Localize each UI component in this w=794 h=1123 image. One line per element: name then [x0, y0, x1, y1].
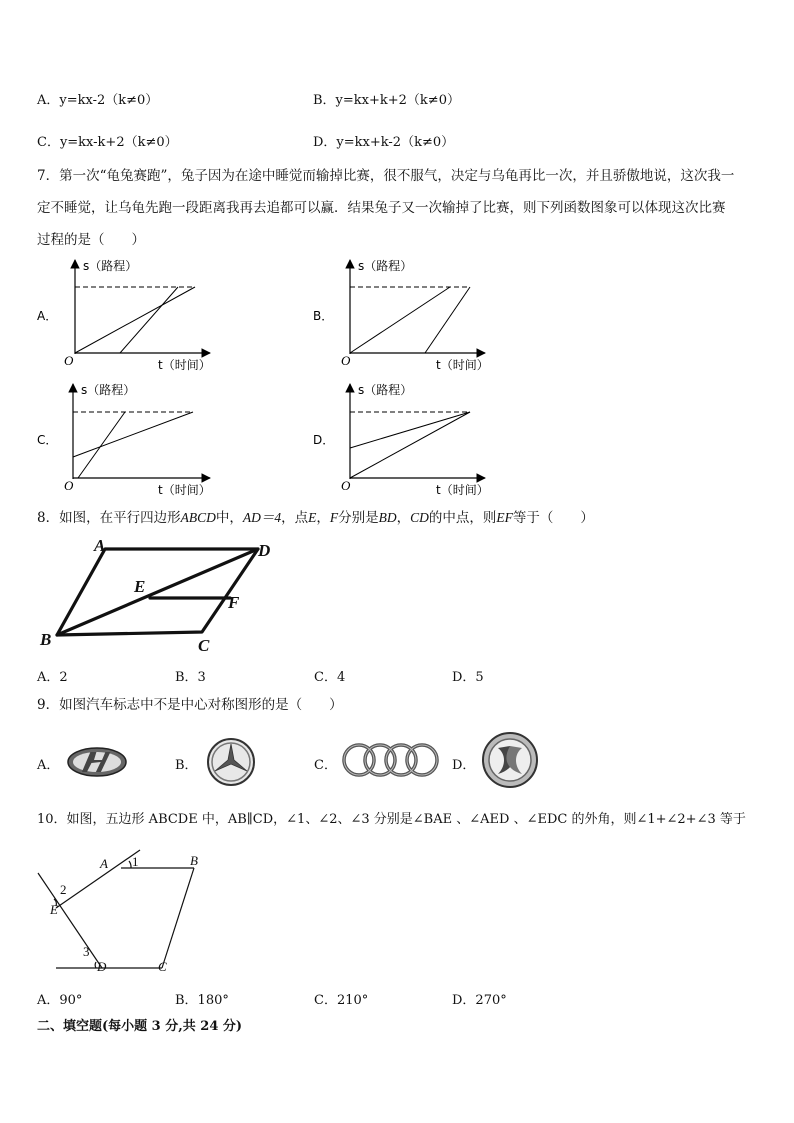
q8-option-b: B．3 — [175, 670, 206, 685]
q9-label-b: B． — [175, 758, 198, 773]
q7-stem — [37, 160, 767, 256]
q8-math-ef: EF — [496, 510, 513, 525]
q8-math-e: E — [308, 510, 317, 525]
x-axis-label: t（时间） — [158, 483, 211, 497]
q8-math-f: F — [329, 510, 339, 525]
audi-logo-icon — [340, 740, 440, 780]
q9-label-a: A． — [37, 758, 60, 773]
point-d-label: D — [258, 541, 271, 560]
tortoise-line — [350, 412, 470, 448]
point-a-label: A — [94, 536, 106, 555]
q7-label-d: D． — [313, 433, 335, 447]
point-a-label: A — [100, 856, 108, 871]
q7-stem-line1: 7．第一次“龟兔赛跑”，兔子因为在途中睡觉而输掉比赛，很不服气，决定与乌龟再比一次，并且骄傲地说，这次我一 — [37, 168, 735, 184]
q10-stem: 10．如图，五边形 ABCDE 中，AB∥CD，∠1、∠2、∠3 分别是∠BAE 、∠AED 、∠EDC 的外角，则∠1+∠2+∠3 等于 — [37, 812, 746, 827]
point-b-label: B — [40, 630, 52, 649]
q7-stem-line3: 过程的是（ ） — [37, 232, 145, 248]
y-axis-label: s（路程） — [358, 383, 413, 397]
origin-label: O — [64, 478, 74, 493]
q10-option-a: A．90° — [37, 993, 83, 1008]
point-c-label: C — [198, 636, 210, 655]
q7-label-b: B． — [313, 309, 334, 323]
angle-3-arc — [95, 962, 96, 968]
origin-label: O — [64, 353, 74, 368]
point-f-label: F — [228, 593, 240, 612]
angle-3-label: 3 — [83, 944, 90, 959]
x-axis-label: t（时间） — [436, 483, 489, 497]
hyundai-logo-icon — [65, 743, 130, 781]
q10-option-b: B．180° — [175, 993, 229, 1008]
point-b-label: B — [190, 853, 198, 868]
segment-bc — [162, 868, 194, 968]
segment-ea-extended — [56, 850, 140, 908]
q6-option-d: D．y=kx+k-2（k≠0） — [313, 135, 455, 150]
point-e-label: E — [134, 577, 146, 596]
point-e-label: E — [50, 902, 58, 917]
q10-option-c: C．210° — [314, 993, 369, 1008]
angle-2-label: 2 — [60, 882, 67, 897]
tortoise-line — [73, 412, 193, 457]
point-d-label: D — [97, 959, 107, 974]
q8-math-cd: CD — [410, 510, 429, 525]
q8-stem-text: ， — [396, 510, 411, 526]
q8-stem — [37, 502, 594, 534]
q8-math-ad: AD＝4 — [242, 510, 282, 525]
q7-graph-c — [37, 383, 211, 497]
q8-stem-text: ， — [316, 510, 330, 526]
y-axis-label: s（路程） — [358, 259, 413, 273]
mercedes-logo-icon — [200, 736, 262, 788]
origin-label: O — [341, 478, 351, 493]
section-heading-fill-in-blanks: 二、填空题(每小题 3 分,共 24 分) — [37, 1019, 243, 1034]
q8-stem-text: ，点 — [281, 510, 309, 526]
q8-option-a: A．2 — [37, 670, 68, 685]
q6-option-a: A．y=kx-2（k≠0） — [37, 93, 159, 108]
q8-stem-text: 中， — [215, 510, 243, 526]
y-axis-label: s（路程） — [83, 259, 138, 273]
q7-label-c: C． — [37, 433, 58, 447]
q8-math-abcd: ABCD — [180, 510, 216, 525]
q7-graph-d — [313, 383, 489, 497]
q7-graph-b — [313, 259, 489, 372]
q8-stem-text: 8．如图，在平行四边形 — [37, 510, 181, 526]
q8-parallelogram-figure — [30, 535, 290, 660]
angle-1-arc — [129, 861, 131, 868]
rabbit-line — [120, 287, 178, 353]
q7-label-a: A． — [37, 309, 58, 323]
tortoise-line — [350, 287, 450, 353]
point-c-label: C — [158, 959, 167, 974]
q10-pentagon-figure — [30, 848, 230, 978]
q6-option-b: B．y=kx+k+2（k≠0） — [313, 93, 460, 108]
dongfeng-logo-icon — [478, 730, 544, 790]
q8-stem-text: 分别是 — [338, 510, 379, 526]
origin-label: O — [341, 353, 351, 368]
x-axis-label: t（时间） — [158, 358, 211, 372]
q8-stem-text: 的中点，则 — [428, 510, 497, 526]
q8-stem-text: 等于（ ） — [512, 510, 594, 526]
q7-graphs — [0, 250, 794, 505]
q8-math-bd: BD — [378, 510, 397, 525]
y-axis-label: s（路程） — [81, 383, 136, 397]
segment-de-extended — [38, 873, 102, 968]
q7-stem-line2: 定不睡觉，让乌龟先跑一段距离我再去追都可以赢．结果兔子又一次输掉了比赛，则下列函数图象可以体现这次比赛 — [37, 200, 726, 216]
q7-graph-a — [37, 259, 211, 372]
q8-option-d: D．5 — [452, 670, 484, 685]
q9-label-c: C． — [314, 758, 337, 773]
q10-option-d: D．270° — [452, 993, 507, 1008]
tortoise-line — [75, 287, 195, 353]
x-axis-label: t（时间） — [436, 358, 489, 372]
rabbit-line — [350, 412, 470, 478]
angle-1-label: 1 — [132, 854, 139, 869]
q8-option-c: C．4 — [314, 670, 346, 685]
q9-label-d: D． — [452, 758, 476, 773]
rabbit-line — [425, 287, 470, 353]
rabbit-line — [78, 412, 125, 478]
q9-stem: 9．如图汽车标志中不是中心对称图形的是（ ） — [37, 697, 343, 713]
q6-option-c: C．y=kx-k+2（k≠0） — [37, 135, 178, 150]
